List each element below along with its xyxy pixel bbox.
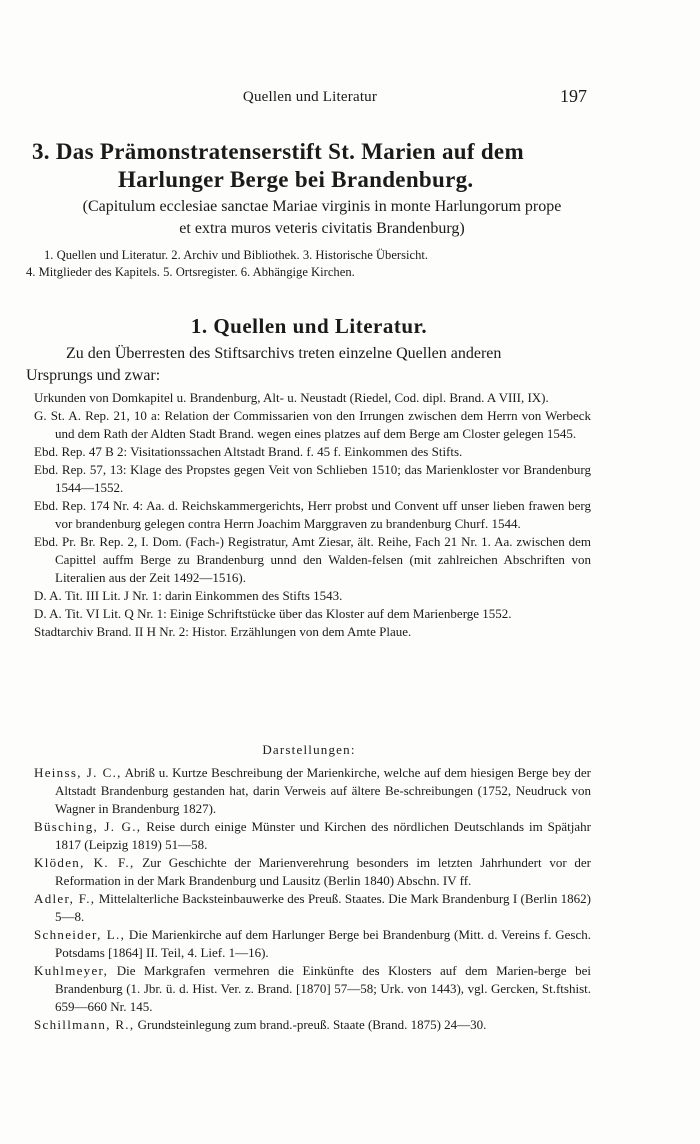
- literature-entry: [34, 1016, 591, 1034]
- chapter-title: [32, 138, 612, 194]
- literature-text: Abriß u. Kurtze Beschreibung der Marienkirche, welche auf dem hiesigen Berge bey der Altstadt Brandenburg gestanden hat, darin Verweis auf ältere Be-schreibungen (1752, Neudruck von Wagner in Brandenburg 1827).: [55, 765, 591, 816]
- literature-author: Schillmann, R.,: [34, 1017, 135, 1032]
- chapter-contents: [26, 247, 600, 281]
- section-intro: [26, 343, 598, 387]
- literature-text: Die Marienkirche auf dem Harlunger Berge bei Brandenburg (Mitt. d. Vereins f. Gesch. Potsdams [1864] II. Teil, 4. Lief. 1—16).: [55, 927, 591, 960]
- latin-subtitle-line-2: et extra muros veteris civitatis Brandenburg): [179, 220, 465, 237]
- source-entry: Ebd. Rep. 57, 13: Klage des Propstes gegen Veit von Schlieben 1510; das Marienkloster vor Brandenburg 1544—1552.: [34, 462, 591, 495]
- literature-list: [34, 764, 591, 1034]
- literature-author: Klöden, K. F.,: [34, 855, 135, 870]
- literature-text: Reise durch einige Münster und Kirchen des nördlichen Deutschlands im Spätjahr 1817 (Leipzig 1819) 51—58.: [55, 819, 591, 852]
- section-title: 1. Quellen und Literatur.: [190, 314, 428, 338]
- source-entry: Ebd. Rep. 47 B 2: Visitationssachen Altstadt Brand. f. 45 f. Einkommen des Stifts.: [34, 444, 463, 459]
- running-head-title: Quellen und Literatur: [242, 89, 378, 105]
- literature-entry: [34, 854, 591, 890]
- darstellungen-heading: Darstellungen:: [262, 742, 356, 757]
- chapter-title-line-1: 3. Das Prämonstratenserstift St. Marien auf dem: [32, 139, 524, 164]
- literature-author: Adler, F.,: [34, 891, 96, 906]
- contents-line-2: 4. Mitglieder des Kapitels. 5. Ortsregister. 6. Abhängige Kirchen.: [26, 265, 355, 279]
- literature-entry: [34, 764, 591, 818]
- literature-author: Heinss, J. C.,: [34, 765, 122, 780]
- literature-author: Schneider, L.,: [34, 927, 126, 942]
- literature-author: Büsching, J. G.,: [34, 819, 142, 834]
- latin-subtitle: [26, 196, 618, 240]
- literature-entry: [34, 818, 591, 854]
- source-entry: Urkunden von Domkapitel u. Brandenburg, Alt- u. Neustadt (Riedel, Cod. dipl. Brand. A VIII, IX).: [34, 390, 549, 405]
- literature-text: Mittelalterliche Backsteinbauwerke des Preuß. Staates. Die Mark Brandenburg I (Berlin 1862) 5—8.: [55, 891, 591, 924]
- literature-author: Kuhlmeyer,: [34, 963, 109, 978]
- intro-line-2: Ursprungs und zwar:: [26, 367, 161, 384]
- source-entry: Ebd. Pr. Br. Rep. 2, I. Dom. (Fach-) Registratur, Amt Ziesar, ält. Reihe, Fach 21 Nr. 1. Aa. zwischen dem Capittel auffm Berge zu Brandenburg unnd den Walden-felsen (mit zahlreichen Abschriften von Literalien aus der Zeit 1492—1516).: [34, 534, 591, 585]
- literature-entry: [34, 962, 591, 1016]
- latin-subtitle-line-1: (Capitulum ecclesiae sanctae Mariae virginis in monte Harlungorum prope: [82, 198, 562, 215]
- page-number: 197: [560, 86, 587, 106]
- intro-line-1: Zu den Überresten des Stiftsarchivs treten einzelne Quellen anderen: [66, 345, 502, 362]
- literature-text: Zur Geschichte der Marienverehrung besonders im letzten Jahrhundert vor der Reformation in der Mark Brandenburg und Lausitz (Berlin 1840) Abschn. IV ff.: [55, 855, 591, 888]
- source-entry: Ebd. Rep. 174 Nr. 4: Aa. d. Reichskammergerichts, Herr probst und Convent uff unser lieben frawen berg vor brandenburg gelegen contra Herrn Joachim Marggraven zu brandenburg Churf. 1544.: [34, 498, 591, 531]
- literature-text: Grundsteinlegung zum brand.-preuß. Staate (Brand. 1875) 24—30.: [134, 1017, 487, 1032]
- source-entry: Stadtarchiv Brand. II H Nr. 2: Histor. Erzählungen von dem Amte Plaue.: [34, 624, 412, 639]
- source-entry: D. A. Tit. VI Lit. Q Nr. 1: Einige Schriftstücke über das Kloster auf dem Marienberge 1552.: [34, 606, 512, 621]
- literature-entry: [34, 890, 591, 926]
- source-entry: G. St. A. Rep. 21, 10 a: Relation der Commissarien von den Irrungen zwischen dem Herrn von Werbeck und dem Rath der Aldten Stadt Brand. wegen eines platzes auf dem Berge am Closter gelegen 1545.: [34, 408, 591, 441]
- literature-text: Die Markgrafen vermehren die Einkünfte des Klosters auf dem Marien-berge bei Brandenburg (1. Jbr. ü. d. Hist. Ver. z. Brand. [1870] 57—58; Urk. von 1443), vgl. Gercken, St.ftshist. 659—660 Nr. 145.: [55, 963, 591, 1014]
- literature-entry: [34, 926, 591, 962]
- source-entry: D. A. Tit. III Lit. J Nr. 1: darin Einkommen des Stifts 1543.: [34, 588, 343, 603]
- running-head: [0, 86, 700, 110]
- source-list: [34, 389, 591, 641]
- contents-line-1: 1. Quellen und Literatur. 2. Archiv und Bibliothek. 3. Historische Übersicht.: [44, 248, 429, 262]
- chapter-title-line-2: Harlunger Berge bei Brandenburg.: [118, 167, 474, 192]
